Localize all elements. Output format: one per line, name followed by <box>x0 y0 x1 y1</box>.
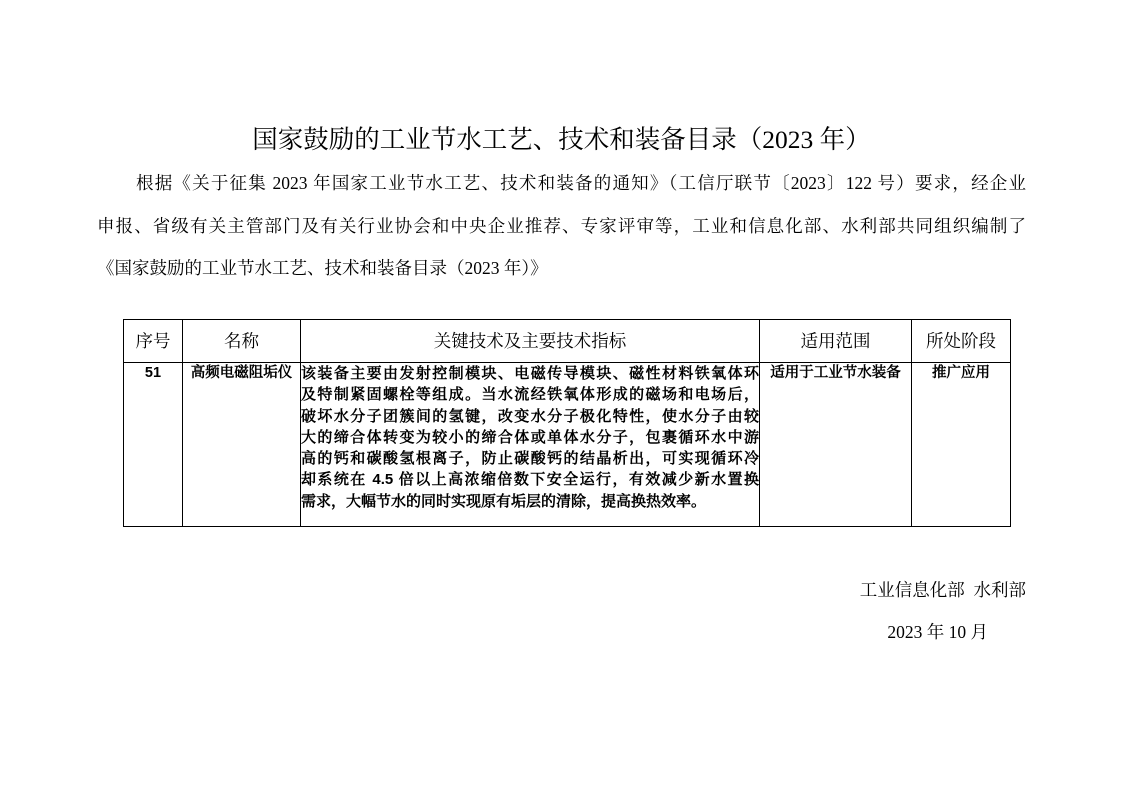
table-row <box>124 363 1011 527</box>
header-key-technology: 关键技术及主要技术指标 <box>301 320 760 363</box>
description-line: 大的缔合体转变为较小的缔合体或单体水分子，包裹循环水中游 <box>301 428 759 446</box>
intro-paragraph <box>97 162 1026 290</box>
issue-date: 2023 年 10 月 <box>887 622 988 642</box>
table-header-row <box>124 320 1011 363</box>
description-line: 破坏水分子团簇间的氢键，改变水分子极化特性，使水分子由较 <box>301 407 759 425</box>
description-line: 却系统在 4.5 倍以上高浓缩倍数下安全运行，有效减少新水置换 <box>301 471 759 489</box>
description-line: 高的钙和碳酸氢根离子，防止碳酸钙的结晶析出，可实现循环冷 <box>301 450 759 468</box>
header-stage: 所处阶段 <box>912 320 1011 363</box>
description-line: 该装备主要由发射控制模块、电磁传导模块、磁性材料铁氧体环 <box>301 365 759 382</box>
header-scope: 适用范围 <box>760 320 912 363</box>
cell-index: 51 <box>124 363 183 527</box>
intro-line: 根据《关于征集 2023 年国家工业节水工艺、技术和装备的通知》（工信厅联节〔2023〕122 号）要求，经企业 <box>136 173 1026 193</box>
description-line: 需求，大幅节水的同时实现原有垢层的清除，提高换热效率。 <box>301 492 707 510</box>
header-name: 名称 <box>183 320 301 363</box>
cell-description <box>301 363 760 527</box>
cell-scope: 适用于工业节水装备 <box>760 363 912 527</box>
catalog-table <box>123 319 1011 527</box>
intro-line: 《国家鼓励的工业节水工艺、技术和装备目录（2023 年）》 <box>97 258 548 278</box>
issuer-signature: 工业信息化部 水利部 <box>859 580 1026 600</box>
cell-stage: 推广应用 <box>912 363 1011 527</box>
header-index: 序号 <box>124 320 183 363</box>
description-line: 及特制紧固螺栓等组成。当水流经铁氧体形成的磁场和电场后， <box>301 386 759 404</box>
document-title: 国家鼓励的工业节水工艺、技术和装备目录（2023 年） <box>252 125 871 154</box>
cell-name: 高频电磁阻垢仪 <box>183 363 301 527</box>
intro-line: 申报、省级有关主管部门及有关行业协会和中央企业推荐、专家评审等，工业和信息化部、水利部共同组织编制了 <box>97 215 1026 236</box>
